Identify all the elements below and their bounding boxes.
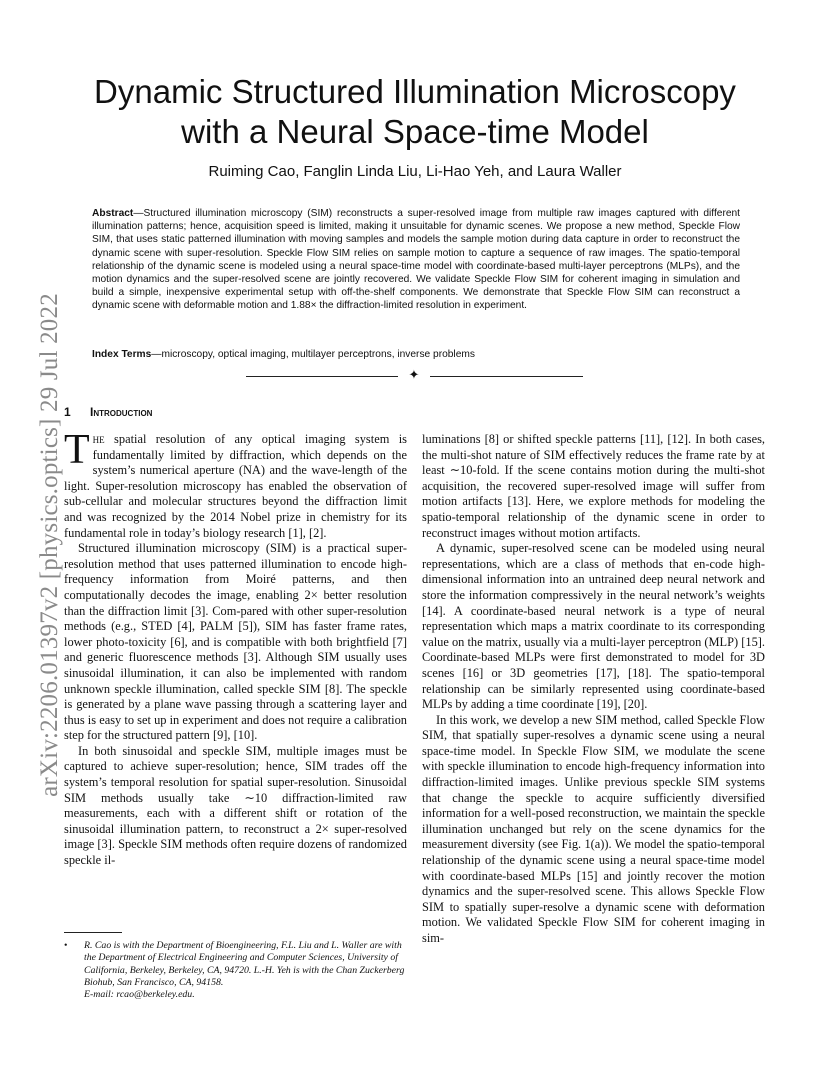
arxiv-sidebar-stamp: arXiv:2206.01397v2 [physics.optics] 29 Jul 2022 bbox=[36, 293, 63, 797]
intro-paragraph-1-text: spatial resolution of any optical imaging system is fundamentally limited by diffraction, which depends on the system’s numerical aperture (NA) and the wave-length of the light. Super-resolution microscopy has enabled the observation of sub-cellular and molecular structures beyond the diffraction limit and was recognized by the 2014 Nobel prize in chemistry for its fundamental role in today’s biology research [1], [2]. bbox=[64, 432, 407, 540]
title-line-1: Dynamic Structured Illumination Microscopy bbox=[94, 73, 736, 110]
abstract-label: Abstract bbox=[92, 208, 134, 219]
footnote-text: R. Cao is with the Department of Bioengineering, F.L. Liu and L. Waller are with the Department of Electrical Engineering and Computer Sciences, University of California, Berkeley, Berkeley, CA, 94720. L.-H. Yeh is with the Chan Zuckerberg Biohub, San Francisco, CA, 94158. bbox=[84, 940, 405, 988]
paper-title bbox=[70, 72, 760, 152]
footnote-email: E-mail: rcao@berkeley.edu. bbox=[84, 989, 195, 1001]
intro-paragraph-5: A dynamic, super-resolved scene can be modeled using neural representations, which are a class of methods that en-code high-dimensional information into an untrained deep neural network and store the information compressively in the neural network’s weights [14]. A coordinate-based neural network is a type of neural representation which maps a matrix coordinate to its corresponding value on the matrix, usually via a multi-layer perceptron (MLP) [15]. Coordinate-based MLPs were first demonstrated to model for 3D scenes [16] or 3D geometries [17], [18]. The spatio-temporal relationship can be similarly represented using coordinate-based MLPs by adding a time coordinate [19], [20]. bbox=[422, 541, 765, 712]
lead-smallcaps: he bbox=[92, 432, 105, 446]
intro-paragraph-4: luminations [8] or shifted speckle patterns [11], [12]. In both cases, the multi-shot nature of SIM effectively reduces the frame rate by at least ∼10-fold. If the scene contains motion during the multi-shot acquisition, the recovered super-resolved image will suffer from motion artifacts [13]. Here, we explore methods for modeling the spatio-temporal relationship of the dynamic scene in order to reconstruct images without motion artifacts. bbox=[422, 432, 765, 540]
abstract-text: —Structured illumination microscopy (SIM) reconstructs a super-resolved image from multiple raw images captured with different illumination patterns; hence, acquisition speed is limited, making it unsuitable for dynamic scenes. We propose a new method, Speckle Flow SIM, that uses static patterned illumination with moving samples and models the sample motion during data capture in order to reconstruct the dynamic scene with super-resolution. Speckle Flow SIM relies on sample motion to capture a sequence of raw images. The spatio-temporal relationship of the dynamic scene is modeled using a neural space-time model with coordinate-based multi-layer perceptrons (MLPs), and the motion dynamics and the super-resolved scene are jointly recovered. We validate Speckle Flow SIM for coherent imaging in simulation and build a simple, inexpensive experimental setup with off-the-shelf components. We demonstrate that Speckle Flow SIM can reconstruct a dynamic scene with deformable motion and 1.88× the diffraction-limited resolution in experiment. bbox=[92, 208, 740, 312]
author-list: Ruiming Cao, Fanglin Linda Liu, Li-Hao Yeh, and Laura Waller bbox=[208, 163, 622, 180]
drop-cap: T bbox=[64, 427, 90, 473]
abstract bbox=[92, 207, 740, 313]
divider-right-rule bbox=[430, 376, 583, 377]
footnote-rule bbox=[64, 932, 122, 933]
divider-ornament-icon: ✦ bbox=[408, 368, 420, 383]
title-line-2: with a Neural Space-time Model bbox=[181, 113, 649, 150]
left-column bbox=[64, 427, 407, 869]
index-terms bbox=[92, 348, 740, 361]
index-terms-label: Index Terms bbox=[92, 349, 152, 360]
divider-left-rule bbox=[246, 376, 398, 377]
footnote-bullet: • bbox=[64, 940, 68, 951]
intro-paragraph-1 bbox=[64, 427, 407, 541]
right-column bbox=[422, 432, 765, 947]
section-number: 1 bbox=[64, 405, 71, 419]
affiliation-footnote bbox=[64, 940, 407, 1001]
intro-paragraph-2: Structured illumination microscopy (SIM) is a practical super-resolution method that uses patterned illumination to encode high-frequency information from Moiré patterns, and then computationally decodes the image, enabling 2× better resolution than the diffraction limit [3]. Com-pared with other super-resolution methods (e.g., STED [4], PALM [5]), SIM has faster frame rates, lower photo-toxicity [6], and is compatible with both brightfield [7] and generic fluorescence methods [3]. Although SIM usually uses sinusoidal illumination, it can also be implemented with random unknown speckle illumination, called speckle SIM [8]. The speckle is generated by a plane wave passing through a scattering layer and thus is easy to set up in experiment and does not require a calibration step for the structured pattern [9], [10]. bbox=[64, 541, 407, 743]
intro-paragraph-6: In this work, we develop a new SIM method, called Speckle Flow SIM, that spatially super-resolves a dynamic scene using a neural space-time model. In Speckle Flow SIM, we modulate the scene with speckle illumination to encode high-frequency information into diffraction-limited images. Unlike previous speckle SIM systems that change the speckle to acquire sufficiently diversified information for a well-posed reconstruction, we maintain the speckle illumination unchanged but rely on the scene dynamics for the measurement diversity (see Fig. 1(a)). We model the spatio-temporal relationship of the dynamic scene using a neural space-time model with coordinate-based MLPs [15] and jointly recover the motion dynamics and the super-resolved scene. This allows Speckle Flow SIM to spatially super-resolve a dynamic scene with deformation motion. We validated Speckle Flow SIM for coherent imaging in sim- bbox=[422, 712, 765, 945]
section-heading-introduction bbox=[64, 404, 152, 420]
intro-paragraph-3: In both sinusoidal and speckle SIM, multiple images must be captured to achieve super-resolution; hence, SIM trades off the system’s temporal resolution for spatial super-resolution. Sinusoidal SIM methods usually take ∼10 diffraction-limited raw measurements, each with a different shift or rotation of the sinusoidal illumination pattern, to reconstruct a 2× super-resolved image [3]. Speckle SIM methods often require dozens of randomized speckle il- bbox=[64, 743, 407, 868]
section-title: Introduction bbox=[90, 405, 153, 419]
index-terms-text: —microscopy, optical imaging, multilayer perceptrons, inverse problems bbox=[151, 349, 475, 360]
